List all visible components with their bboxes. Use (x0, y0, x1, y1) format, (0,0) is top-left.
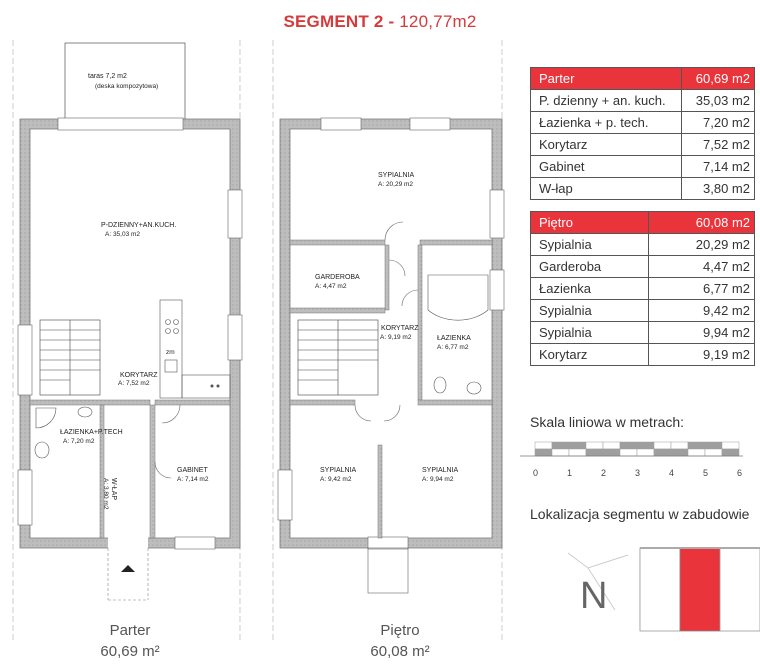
scale-segment (671, 449, 688, 456)
neighbour-segment (640, 548, 680, 631)
row-name: Korytarz (531, 134, 682, 156)
row-value: 9,94 m2 (648, 322, 755, 344)
scale-segment (569, 442, 586, 449)
table-row (531, 300, 755, 322)
zm-label: zm (166, 349, 175, 356)
scale-segment (688, 442, 705, 449)
pietro-table-header (531, 212, 755, 234)
scale-segment (535, 449, 552, 456)
parter-area-table (530, 67, 755, 200)
scale-segment (705, 449, 722, 456)
row-name: Garderoba (531, 256, 649, 278)
row-name: Łazienka + p. tech. (531, 112, 682, 134)
scale-segment (722, 442, 739, 449)
entrance-arrow-icon (121, 565, 135, 572)
scale-tick-label: 2 (601, 468, 607, 478)
row-name: Sypialnia (531, 234, 649, 256)
table-row (531, 90, 755, 112)
north-icon: N (580, 575, 608, 617)
scale-segment (603, 449, 620, 456)
scale-tick-label: 3 (635, 468, 641, 478)
table-row (531, 278, 755, 300)
room-korytarz-area: A: 7,52 m2 (118, 380, 150, 387)
room-sypialnia-1-area: A: 20,29 m2 (378, 181, 414, 188)
scale-tick-label: 0 (533, 468, 539, 478)
terrace-sub: (deska kompozytowa) (95, 83, 159, 90)
row-value: 7,14 m2 (681, 156, 754, 178)
scale-segment (586, 442, 603, 449)
parter-plan (13, 40, 242, 640)
pietro-header-name: Piętro (531, 212, 649, 234)
scale-segment (654, 442, 671, 449)
room-wlap-name: W-ŁAP (110, 478, 117, 501)
room-p-dzienny-name: P-DZIENNY+AN.KUCH. (101, 222, 177, 229)
room-lazienka-p-area: A: 6,77 m2 (437, 344, 469, 351)
scale-tick-label: 4 (669, 468, 675, 478)
row-name: Gabinet (531, 156, 682, 178)
title-separator: - (388, 12, 395, 31)
scale-segment (637, 449, 654, 456)
scale-title: Skala liniowa w metrach: (530, 414, 685, 430)
table-row (531, 256, 755, 278)
scale-segment (637, 442, 654, 449)
scale-tick-label: 5 (703, 468, 709, 478)
row-value: 4,47 m2 (648, 256, 755, 278)
row-value: 7,52 m2 (681, 134, 754, 156)
room-sypialnia-1-name: SYPIALNIA (378, 172, 415, 179)
room-wlap-area: A: 3,80 m2 (102, 478, 109, 510)
scale-tick-label: 1 (567, 468, 573, 478)
scale-segment (535, 442, 552, 449)
row-value: 9,42 m2 (648, 300, 755, 322)
scale-segment (654, 449, 671, 456)
parter-header-value: 60,69 m2 (681, 68, 754, 90)
terrace-label: taras 7,2 m2 (88, 73, 127, 80)
segment-area: 120,77m2 (399, 12, 477, 31)
table-row (531, 112, 755, 134)
row-name: W-łap (531, 178, 682, 200)
segment-location-map (568, 548, 760, 631)
linear-scale (520, 442, 743, 478)
location-title: Lokalizacja segmentu w zabudowie (530, 506, 750, 522)
room-lazienka-p-name: ŁAZIENKA (437, 335, 471, 342)
table-row (531, 156, 755, 178)
scale-segment (552, 449, 569, 456)
parter-stairs (40, 320, 100, 395)
pietro-area-table (530, 211, 755, 366)
row-value: 9,19 m2 (648, 344, 755, 366)
parter-caption: Parter (109, 622, 151, 639)
scale-segment (552, 442, 569, 449)
room-korytarz-name: KORYTARZ (120, 372, 158, 379)
room-sypialnia-3-name: SYPIALNIA (422, 467, 459, 474)
room-gabinet-area: A: 7,14 m2 (177, 476, 209, 483)
highlighted-segment (680, 548, 720, 631)
room-lazienka-name: ŁAZIENKA+P.TECH (60, 429, 123, 436)
room-p-dzienny-area: A: 35,03 m2 (105, 231, 141, 238)
row-name: P. dzienny + an. kuch. (531, 90, 682, 112)
room-garderoba-area: A: 4,47 m2 (315, 283, 347, 290)
room-sypialnia-2-name: SYPIALNIA (320, 467, 357, 474)
scale-segment (620, 442, 637, 449)
row-value: 20,29 m2 (648, 234, 755, 256)
row-value: 3,80 m2 (681, 178, 754, 200)
room-garderoba-name: GARDEROBA (315, 274, 360, 281)
table-row (531, 344, 755, 366)
row-name: Łazienka (531, 278, 649, 300)
parter-outer-walls (20, 119, 240, 548)
row-value: 6,77 m2 (648, 278, 755, 300)
scale-segment (620, 449, 637, 456)
pietro-plan (273, 40, 504, 640)
scale-segment (603, 442, 620, 449)
scale-segment (722, 449, 739, 456)
room-lazienka-area: A: 7,20 m2 (63, 438, 95, 445)
scale-segment (671, 442, 688, 449)
terrace (65, 43, 185, 119)
room-korytarz-p-area: A: 9,19 m2 (380, 334, 412, 341)
parter-header-name: Parter (531, 68, 682, 90)
row-value: 7,20 m2 (681, 112, 754, 134)
room-korytarz-p-name: KORYTARZ (381, 325, 419, 332)
segment-name: SEGMENT 2 (283, 12, 384, 31)
room-gabinet-name: GABINET (177, 467, 208, 474)
scale-segment (688, 449, 705, 456)
pietro-caption-area: 60,08 m² (370, 643, 430, 660)
scale-segment (586, 449, 603, 456)
table-row (531, 178, 755, 200)
row-name: Sypialnia (531, 300, 649, 322)
row-name: Sypialnia (531, 322, 649, 344)
table-row (531, 322, 755, 344)
parter-caption-area: 60,69 m² (100, 643, 160, 660)
row-value: 35,03 m2 (681, 90, 754, 112)
table-row (531, 234, 755, 256)
scale-segment (569, 449, 586, 456)
scale-segment (705, 442, 722, 449)
scale-tick-label: 6 (737, 468, 743, 478)
parter-table-header (531, 68, 755, 90)
row-name: Korytarz (531, 344, 649, 366)
room-sypialnia-2-area: A: 9,42 m2 (320, 476, 352, 483)
pietro-header-value: 60,08 m2 (648, 212, 755, 234)
pietro-caption: Piętro (380, 622, 420, 639)
room-sypialnia-3-area: A: 9,94 m2 (422, 476, 454, 483)
table-row (531, 134, 755, 156)
pietro-stairs (298, 320, 378, 395)
